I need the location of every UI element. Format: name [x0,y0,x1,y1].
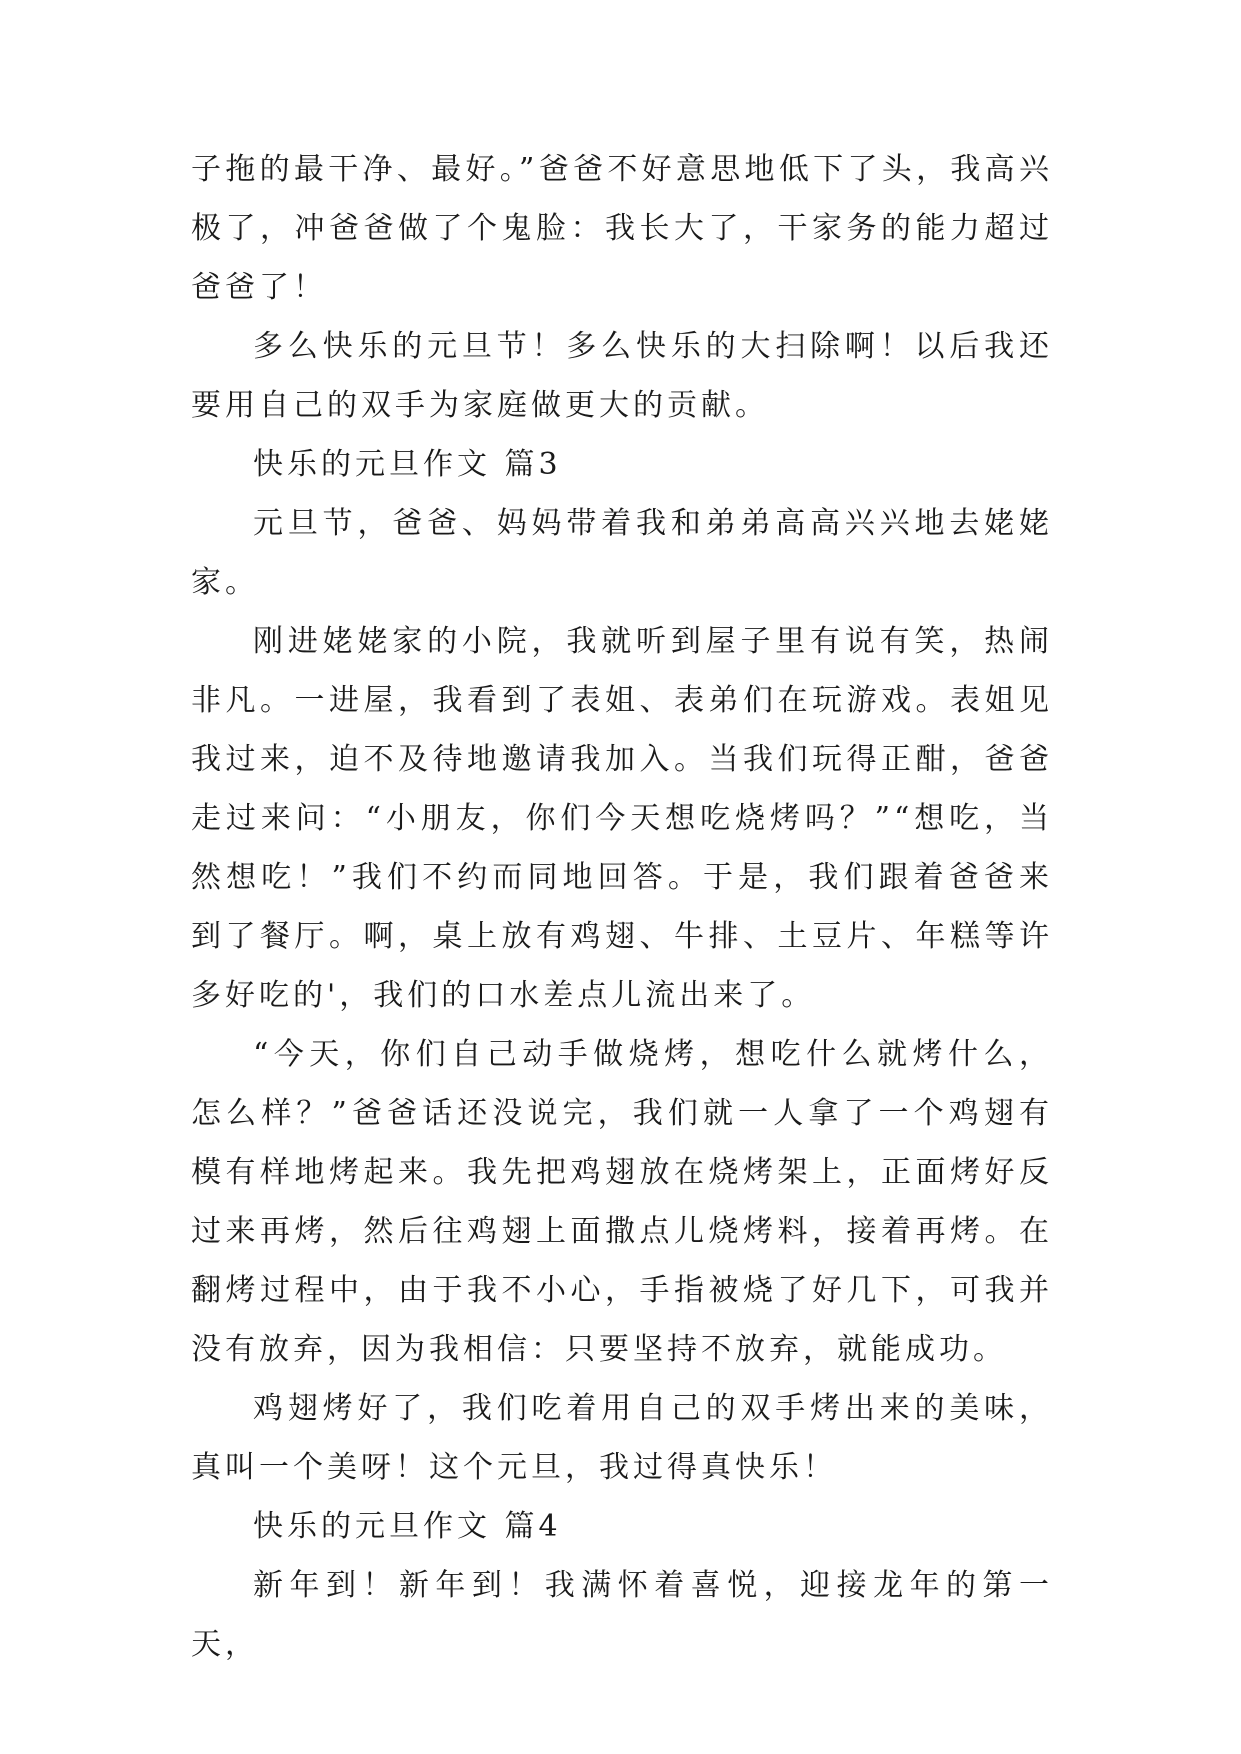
paragraph: 多么快乐的元旦节！多么快乐的大扫除啊！以后我还要用自己的双手为家庭做更大的贡献。 [191,329,1053,423]
essay-text [191,140,1053,1674]
paragraph: “今天，你们自己动手做烧烤，想吃什么就烤什么，怎么样？”爸爸话还没说完，我们就一人拿了一个鸡翅有模有样地烤起来。我先把鸡翅放在烧烤架上，正面烤好反过来再烤，然后往鸡翅上面撒点儿烧烤料，接着再烤。在翻烤过程中，由于我不小心，手指被烧了好几下，可我并没有放弃，因为我相信：只要坚持不放弃，就能成功。 [191,1037,1053,1367]
paragraph-continuation: 子拖的最干净、最好。”爸爸不好意思地低下了头，我高兴极了，冲爸爸做了个鬼脸：我长大了，干家务的能力超过爸爸了！ [191,152,1053,305]
paragraph: 鸡翅烤好了，我们吃着用自己的双手烤出来的美味，真叫一个美呀！这个元旦，我过得真快乐！ [191,1391,1053,1485]
section-heading: 快乐的元旦作文 篇3 [253,447,562,482]
paragraph: 新年到！新年到！我满怀着喜悦，迎接龙年的第一天， [191,1568,1053,1662]
paragraph: 刚进姥姥家的小院，我就听到屋子里有说有笑，热闹非凡。一进屋，我看到了表姐、表弟们在玩游戏。表姐见我过来，迫不及待地邀请我加入。当我们玩得正酣，爸爸走过来问：“小朋友，你们今天想吃烧烤吗？”“想吃，当然想吃！”我们不约而同地回答。于是，我们跟着爸爸来到了餐厅。啊，桌上放有鸡翅、牛排、土豆片、年糕等许多好吃的'，我们的口水差点儿流出来了。 [191,624,1053,1013]
paragraph: 元旦节，爸爸、妈妈带着我和弟弟高高兴兴地去姥姥家。 [191,506,1053,600]
section-heading: 快乐的元旦作文 篇4 [253,1509,562,1544]
